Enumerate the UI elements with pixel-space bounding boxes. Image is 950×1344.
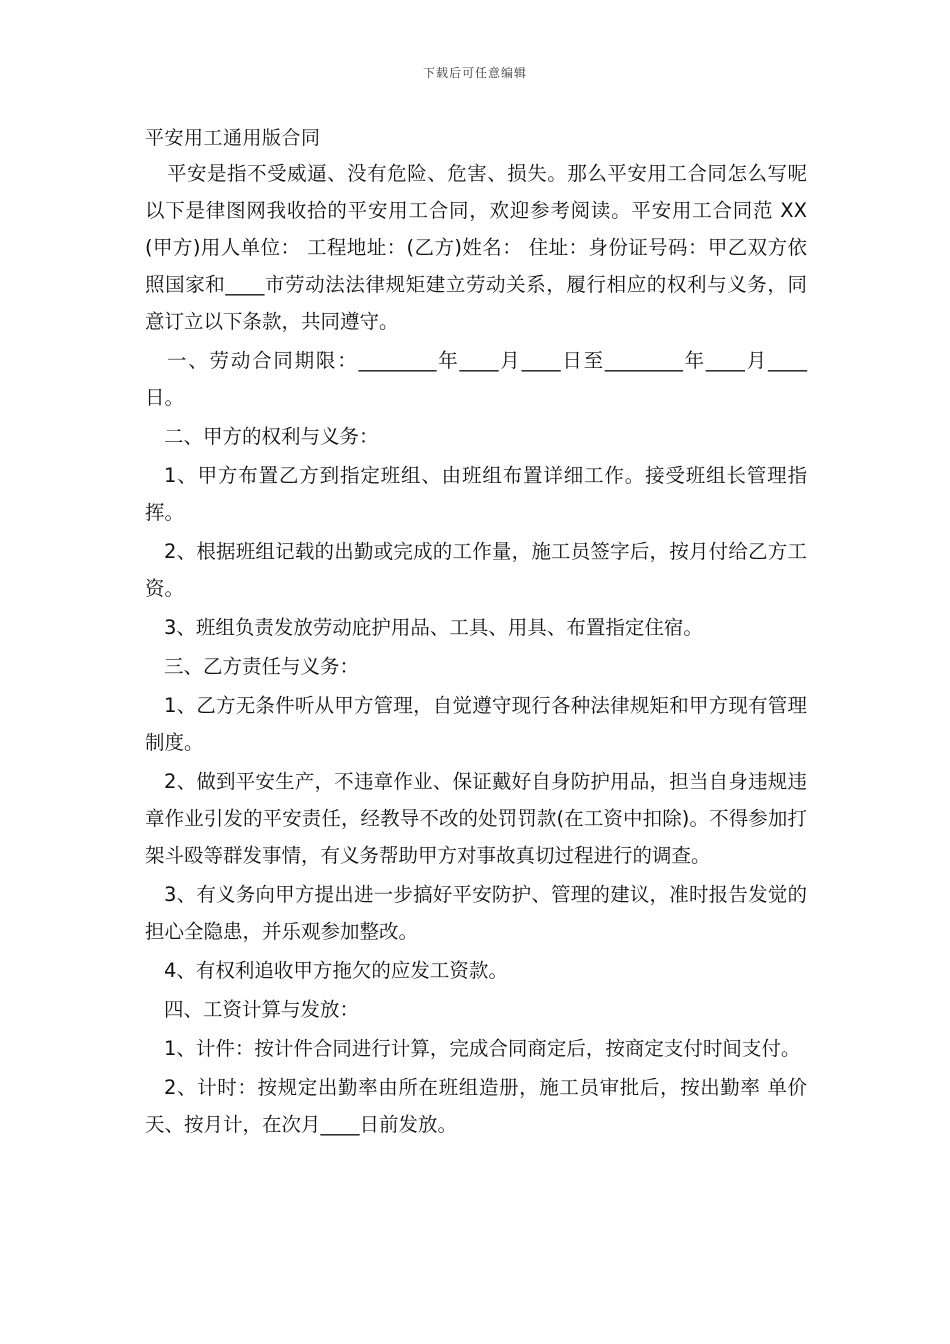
paragraph-party-b-item-3: 3、有义务向甲方提出进一步搞好平安防护、管理的建议，准时报告发觉的担心全隐患，并乐观参加整改。 [145, 883, 807, 943]
document-body [145, 155, 807, 1143]
paragraph-party-a-item-3: 3、班组负责发放劳动庇护用品、工具、用具、布置指定住宿。 [164, 616, 703, 639]
paragraph-party-b-item-4: 4、有权利追收甲方拖欠的应发工资款。 [164, 959, 508, 982]
paragraph-party-a-item-2: 2、根据班组记载的出勤或完成的工作量，施工员签字后，按月付给乙方工资。 [145, 540, 807, 600]
paragraph-wage-item-2: 2、计时：按规定出勤率由所在班组造册，施工员审批后，按出勤率 单价天、按月计，在次月____日前发放。 [145, 1076, 807, 1136]
paragraph-party-b-item-1: 1、乙方无条件听从甲方管理，自觉遵守现行各种法律规矩和甲方现有管理制度。 [145, 694, 807, 754]
heading-wage-calculation: 四、工资计算与发放： [164, 998, 360, 1021]
paragraph-contract-term: 一、劳动合同期限：________年____月____日至________年____月____日。 [145, 349, 807, 409]
paragraph-intro: 平安是指不受威逼、没有危险、危害、损失。那么平安用工合同怎么写呢以下是律图网我收拾的平安用工合同，欢迎参考阅读。平安用工合同范 XX(甲方)用人单位： 工程地址：(乙方)姓名： 住址：身份证号码：甲乙双方依照国家和____市劳动法法律规矩建立劳动关系，履行相应的权利与义务，同意订立以下条款，共同遵守。 [145, 162, 807, 333]
page-header-note: 下载后可任意编辑 [422, 66, 527, 80]
paragraph-party-b-item-2: 2、做到平安生产，不违章作业、保证戴好自身防护用品，担当自身违规违章作业引发的平安责任，经教导不改的处罚罚款(在工资中扣除)。不得参加打架斗殴等群发事情，有义务帮助甲方对事故真切过程进行的调查。 [145, 770, 807, 867]
paragraph-wage-item-1: 1、计件：按计件合同进行计算，完成合同商定后，按商定支付时间支付。 [164, 1037, 801, 1060]
heading-party-a-rights: 二、甲方的权利与义务： [164, 425, 379, 448]
heading-party-b-duties: 三、乙方责任与义务： [164, 655, 360, 678]
document-title: 平安用工通用版合同 [145, 127, 321, 149]
paragraph-party-a-item-1: 1、甲方布置乙方到指定班组、由班组布置详细工作。接受班组长管理指挥。 [145, 464, 807, 524]
